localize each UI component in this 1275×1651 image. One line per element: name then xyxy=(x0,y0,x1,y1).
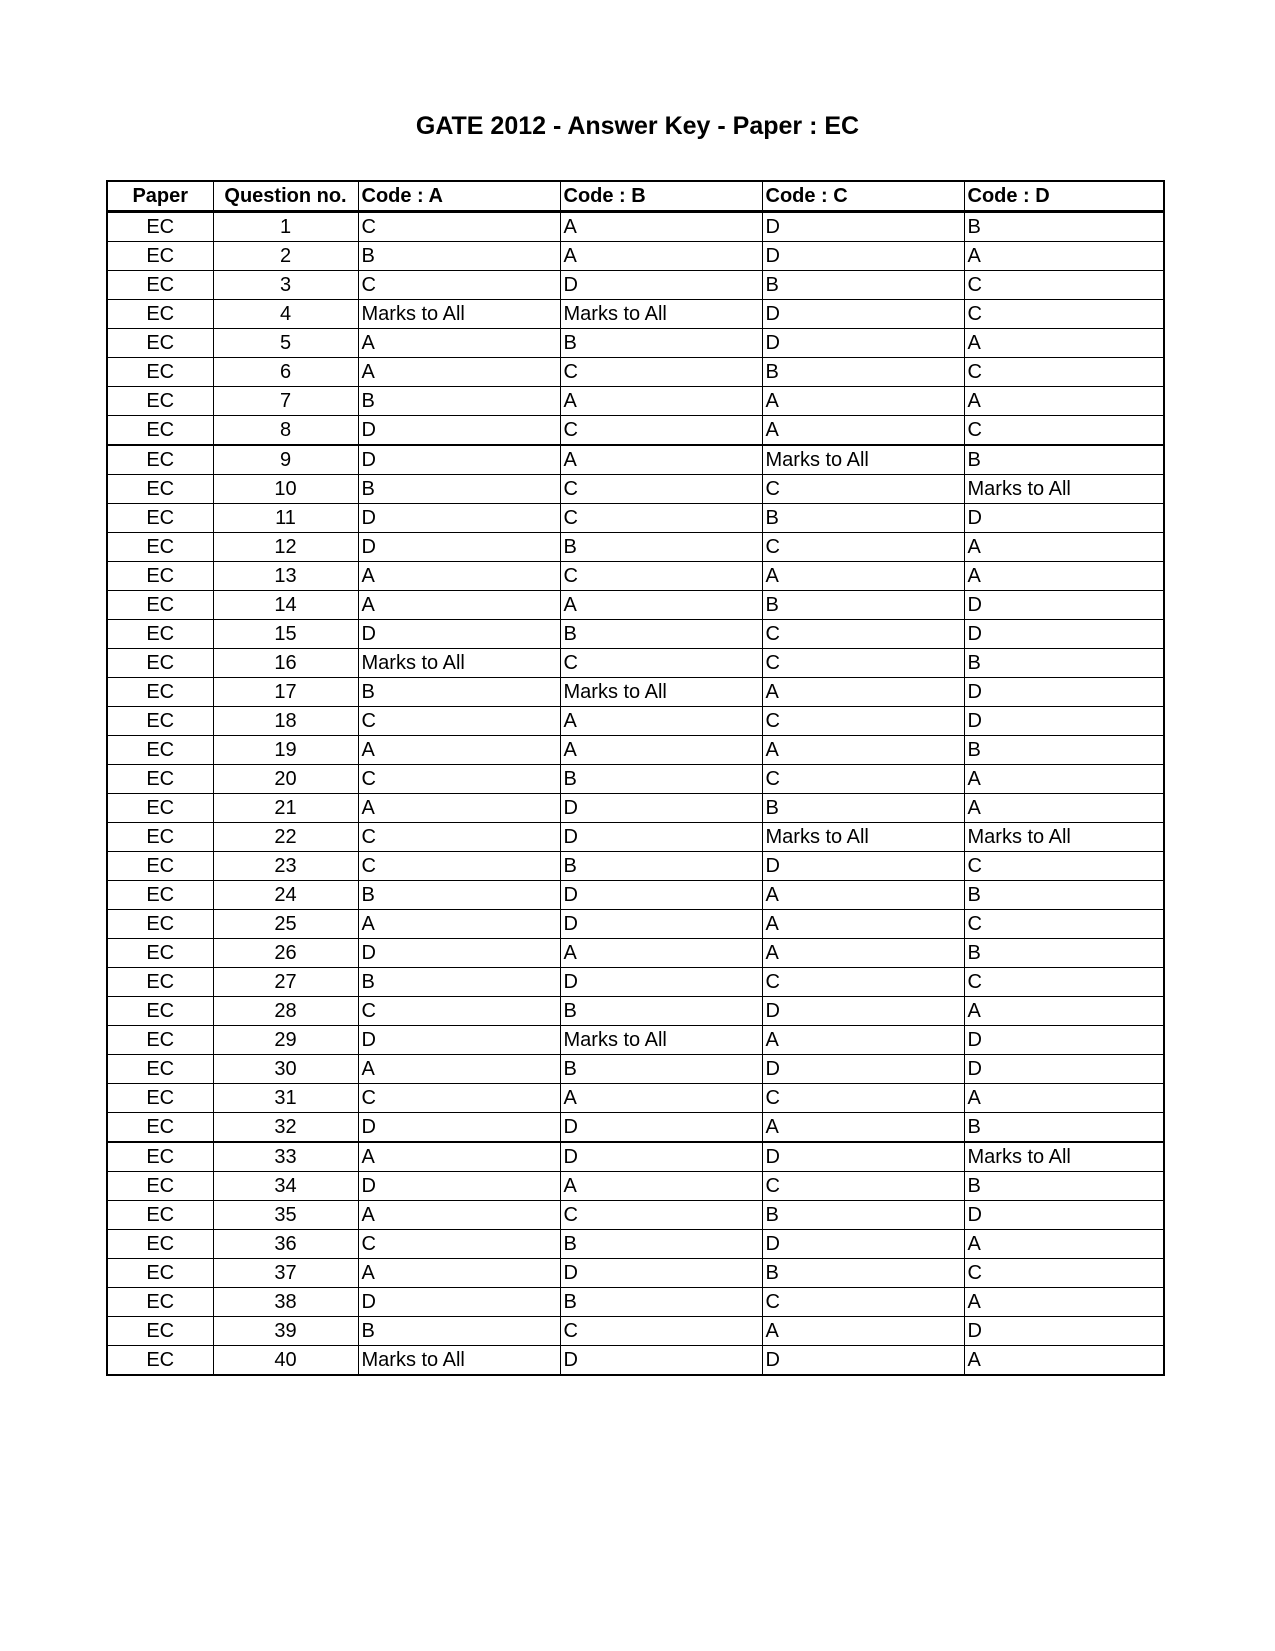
question-no-cell: 17 xyxy=(213,678,358,707)
question-no-cell: 7 xyxy=(213,387,358,416)
question-no-cell: 35 xyxy=(213,1201,358,1230)
code-d-cell: A xyxy=(964,1230,1164,1259)
table-row xyxy=(107,678,1164,707)
code-b-cell: D xyxy=(560,1346,762,1376)
question-no-cell: 28 xyxy=(213,997,358,1026)
code-d-cell: D xyxy=(964,591,1164,620)
paper-cell: EC xyxy=(107,591,213,620)
paper-cell: EC xyxy=(107,968,213,997)
paper-cell: EC xyxy=(107,1142,213,1172)
question-no-cell: 39 xyxy=(213,1317,358,1346)
header-question-no: Question no. xyxy=(213,181,358,212)
paper-cell: EC xyxy=(107,271,213,300)
code-a-cell: B xyxy=(358,968,560,997)
code-d-cell: A xyxy=(964,329,1164,358)
table-row xyxy=(107,1259,1164,1288)
code-a-cell: D xyxy=(358,939,560,968)
paper-cell: EC xyxy=(107,649,213,678)
code-c-cell: A xyxy=(762,1026,964,1055)
table-row xyxy=(107,852,1164,881)
question-no-cell: 36 xyxy=(213,1230,358,1259)
header-code-c: Code : C xyxy=(762,181,964,212)
code-b-cell: A xyxy=(560,242,762,271)
paper-cell: EC xyxy=(107,1201,213,1230)
header-paper: Paper xyxy=(107,181,213,212)
code-b-cell: C xyxy=(560,475,762,504)
code-a-cell: A xyxy=(358,794,560,823)
table-row xyxy=(107,562,1164,591)
code-c-cell: A xyxy=(762,736,964,765)
question-no-cell: 13 xyxy=(213,562,358,591)
table-row xyxy=(107,1230,1164,1259)
code-a-cell: C xyxy=(358,212,560,242)
code-c-cell: B xyxy=(762,1259,964,1288)
code-a-cell: A xyxy=(358,562,560,591)
question-no-cell: 34 xyxy=(213,1172,358,1201)
paper-cell: EC xyxy=(107,794,213,823)
code-b-cell: B xyxy=(560,852,762,881)
paper-cell: EC xyxy=(107,1346,213,1376)
question-no-cell: 8 xyxy=(213,416,358,446)
table-row xyxy=(107,1084,1164,1113)
code-c-cell: B xyxy=(762,358,964,387)
code-b-cell: D xyxy=(560,910,762,939)
code-c-cell: D xyxy=(762,997,964,1026)
question-no-cell: 9 xyxy=(213,445,358,475)
paper-cell: EC xyxy=(107,1259,213,1288)
paper-cell: EC xyxy=(107,736,213,765)
table-row xyxy=(107,504,1164,533)
code-b-cell: D xyxy=(560,968,762,997)
code-c-cell: Marks to All xyxy=(762,445,964,475)
code-a-cell: D xyxy=(358,416,560,446)
code-a-cell: C xyxy=(358,707,560,736)
code-a-cell: B xyxy=(358,678,560,707)
code-d-cell: A xyxy=(964,387,1164,416)
paper-cell: EC xyxy=(107,416,213,446)
code-a-cell: C xyxy=(358,1084,560,1113)
code-a-cell: Marks to All xyxy=(358,1346,560,1376)
code-a-cell: C xyxy=(358,823,560,852)
question-no-cell: 3 xyxy=(213,271,358,300)
question-no-cell: 33 xyxy=(213,1142,358,1172)
code-b-cell: Marks to All xyxy=(560,1026,762,1055)
code-b-cell: Marks to All xyxy=(560,678,762,707)
code-a-cell: D xyxy=(358,533,560,562)
paper-cell: EC xyxy=(107,300,213,329)
question-no-cell: 23 xyxy=(213,852,358,881)
question-no-cell: 4 xyxy=(213,300,358,329)
code-b-cell: C xyxy=(560,416,762,446)
question-no-cell: 25 xyxy=(213,910,358,939)
paper-cell: EC xyxy=(107,1288,213,1317)
code-c-cell: C xyxy=(762,649,964,678)
code-d-cell: A xyxy=(964,1288,1164,1317)
code-a-cell: A xyxy=(358,910,560,939)
paper-cell: EC xyxy=(107,1172,213,1201)
code-a-cell: D xyxy=(358,620,560,649)
code-c-cell: D xyxy=(762,1230,964,1259)
code-d-cell: C xyxy=(964,416,1164,446)
code-a-cell: D xyxy=(358,1113,560,1143)
answer-key-body xyxy=(107,212,1164,1376)
code-c-cell: C xyxy=(762,968,964,997)
question-no-cell: 16 xyxy=(213,649,358,678)
code-b-cell: A xyxy=(560,445,762,475)
question-no-cell: 31 xyxy=(213,1084,358,1113)
code-a-cell: D xyxy=(358,1026,560,1055)
question-no-cell: 12 xyxy=(213,533,358,562)
paper-cell: EC xyxy=(107,852,213,881)
question-no-cell: 15 xyxy=(213,620,358,649)
table-row xyxy=(107,881,1164,910)
table-row xyxy=(107,1201,1164,1230)
code-d-cell: C xyxy=(964,358,1164,387)
question-no-cell: 6 xyxy=(213,358,358,387)
paper-cell: EC xyxy=(107,242,213,271)
code-c-cell: A xyxy=(762,910,964,939)
code-d-cell: D xyxy=(964,1026,1164,1055)
paper-cell: EC xyxy=(107,1113,213,1143)
code-b-cell: B xyxy=(560,1230,762,1259)
code-c-cell: B xyxy=(762,504,964,533)
question-no-cell: 22 xyxy=(213,823,358,852)
code-a-cell: Marks to All xyxy=(358,649,560,678)
table-row xyxy=(107,1288,1164,1317)
code-d-cell: D xyxy=(964,1201,1164,1230)
code-a-cell: A xyxy=(358,329,560,358)
header-code-b: Code : B xyxy=(560,181,762,212)
table-row xyxy=(107,212,1164,242)
code-a-cell: A xyxy=(358,736,560,765)
question-no-cell: 5 xyxy=(213,329,358,358)
question-no-cell: 40 xyxy=(213,1346,358,1376)
paper-cell: EC xyxy=(107,475,213,504)
question-no-cell: 14 xyxy=(213,591,358,620)
header-code-d: Code : D xyxy=(964,181,1164,212)
table-row xyxy=(107,300,1164,329)
code-d-cell: A xyxy=(964,533,1164,562)
question-no-cell: 38 xyxy=(213,1288,358,1317)
question-no-cell: 30 xyxy=(213,1055,358,1084)
paper-cell: EC xyxy=(107,620,213,649)
question-no-cell: 1 xyxy=(213,212,358,242)
question-no-cell: 11 xyxy=(213,504,358,533)
question-no-cell: 27 xyxy=(213,968,358,997)
table-row xyxy=(107,823,1164,852)
paper-cell: EC xyxy=(107,939,213,968)
paper-cell: EC xyxy=(107,329,213,358)
code-d-cell: C xyxy=(964,968,1164,997)
question-no-cell: 29 xyxy=(213,1026,358,1055)
paper-cell: EC xyxy=(107,707,213,736)
question-no-cell: 18 xyxy=(213,707,358,736)
code-d-cell: Marks to All xyxy=(964,475,1164,504)
question-no-cell: 20 xyxy=(213,765,358,794)
page-title: GATE 2012 - Answer Key - Paper : EC xyxy=(415,112,860,140)
code-d-cell: Marks to All xyxy=(964,1142,1164,1172)
table-row xyxy=(107,794,1164,823)
question-no-cell: 10 xyxy=(213,475,358,504)
paper-cell: EC xyxy=(107,1084,213,1113)
code-b-cell: A xyxy=(560,939,762,968)
code-b-cell: C xyxy=(560,562,762,591)
code-c-cell: B xyxy=(762,271,964,300)
paper-cell: EC xyxy=(107,997,213,1026)
code-d-cell: D xyxy=(964,504,1164,533)
paper-cell: EC xyxy=(107,765,213,794)
code-d-cell: B xyxy=(964,649,1164,678)
code-d-cell: B xyxy=(964,1113,1164,1143)
table-row xyxy=(107,271,1164,300)
code-b-cell: D xyxy=(560,794,762,823)
table-row xyxy=(107,620,1164,649)
code-c-cell: C xyxy=(762,1288,964,1317)
code-a-cell: A xyxy=(358,1142,560,1172)
code-c-cell: D xyxy=(762,212,964,242)
code-b-cell: A xyxy=(560,1172,762,1201)
table-row xyxy=(107,736,1164,765)
code-a-cell: Marks to All xyxy=(358,300,560,329)
code-b-cell: Marks to All xyxy=(560,300,762,329)
code-c-cell: D xyxy=(762,242,964,271)
code-b-cell: B xyxy=(560,329,762,358)
code-d-cell: A xyxy=(964,242,1164,271)
code-b-cell: B xyxy=(560,1288,762,1317)
code-b-cell: A xyxy=(560,707,762,736)
code-a-cell: A xyxy=(358,358,560,387)
code-a-cell: D xyxy=(358,504,560,533)
code-a-cell: A xyxy=(358,1259,560,1288)
code-c-cell: C xyxy=(762,1172,964,1201)
code-d-cell: D xyxy=(964,1055,1164,1084)
paper-cell: EC xyxy=(107,504,213,533)
code-b-cell: A xyxy=(560,591,762,620)
code-b-cell: C xyxy=(560,1317,762,1346)
code-b-cell: C xyxy=(560,504,762,533)
table-row xyxy=(107,533,1164,562)
code-b-cell: B xyxy=(560,1055,762,1084)
code-c-cell: A xyxy=(762,881,964,910)
code-a-cell: A xyxy=(358,591,560,620)
code-c-cell: A xyxy=(762,1317,964,1346)
code-c-cell: B xyxy=(762,1201,964,1230)
code-a-cell: A xyxy=(358,1055,560,1084)
code-d-cell: B xyxy=(964,939,1164,968)
code-a-cell: B xyxy=(358,475,560,504)
code-c-cell: A xyxy=(762,939,964,968)
code-c-cell: D xyxy=(762,852,964,881)
code-c-cell: D xyxy=(762,1055,964,1084)
code-d-cell: C xyxy=(964,852,1164,881)
table-row xyxy=(107,591,1164,620)
header-code-a: Code : A xyxy=(358,181,560,212)
code-c-cell: Marks to All xyxy=(762,823,964,852)
code-b-cell: A xyxy=(560,1084,762,1113)
code-c-cell: D xyxy=(762,1142,964,1172)
code-b-cell: D xyxy=(560,271,762,300)
code-d-cell: B xyxy=(964,881,1164,910)
code-b-cell: B xyxy=(560,997,762,1026)
code-a-cell: C xyxy=(358,997,560,1026)
code-a-cell: D xyxy=(358,1288,560,1317)
code-b-cell: A xyxy=(560,736,762,765)
code-d-cell: A xyxy=(964,765,1164,794)
table-row xyxy=(107,649,1164,678)
code-a-cell: B xyxy=(358,1317,560,1346)
code-d-cell: A xyxy=(964,1346,1164,1376)
table-row xyxy=(107,387,1164,416)
table-row xyxy=(107,1346,1164,1376)
code-a-cell: C xyxy=(358,1230,560,1259)
table-row xyxy=(107,910,1164,939)
code-c-cell: C xyxy=(762,620,964,649)
code-b-cell: C xyxy=(560,358,762,387)
code-b-cell: B xyxy=(560,765,762,794)
paper-cell: EC xyxy=(107,358,213,387)
paper-cell: EC xyxy=(107,678,213,707)
code-b-cell: D xyxy=(560,1142,762,1172)
code-c-cell: C xyxy=(762,475,964,504)
code-b-cell: A xyxy=(560,212,762,242)
code-a-cell: B xyxy=(358,387,560,416)
paper-cell: EC xyxy=(107,910,213,939)
code-a-cell: D xyxy=(358,445,560,475)
paper-cell: EC xyxy=(107,1055,213,1084)
code-d-cell: B xyxy=(964,736,1164,765)
table-row xyxy=(107,1142,1164,1172)
code-c-cell: D xyxy=(762,329,964,358)
code-a-cell: C xyxy=(358,271,560,300)
code-d-cell: D xyxy=(964,707,1164,736)
code-b-cell: D xyxy=(560,1113,762,1143)
code-d-cell: C xyxy=(964,1259,1164,1288)
table-row xyxy=(107,242,1164,271)
code-d-cell: A xyxy=(964,997,1164,1026)
table-row xyxy=(107,445,1164,475)
answer-key-table xyxy=(106,180,1165,1376)
code-b-cell: D xyxy=(560,1259,762,1288)
code-d-cell: Marks to All xyxy=(964,823,1164,852)
question-no-cell: 26 xyxy=(213,939,358,968)
code-c-cell: B xyxy=(762,794,964,823)
code-d-cell: B xyxy=(964,1172,1164,1201)
code-a-cell: C xyxy=(358,852,560,881)
code-c-cell: C xyxy=(762,1084,964,1113)
paper-cell: EC xyxy=(107,1230,213,1259)
code-c-cell: C xyxy=(762,533,964,562)
table-row xyxy=(107,765,1164,794)
code-c-cell: A xyxy=(762,387,964,416)
table-row xyxy=(107,997,1164,1026)
table-row xyxy=(107,475,1164,504)
paper-cell: EC xyxy=(107,212,213,242)
question-no-cell: 32 xyxy=(213,1113,358,1143)
table-row xyxy=(107,1172,1164,1201)
code-d-cell: D xyxy=(964,678,1164,707)
code-d-cell: B xyxy=(964,445,1164,475)
code-b-cell: D xyxy=(560,823,762,852)
code-a-cell: C xyxy=(358,765,560,794)
code-c-cell: A xyxy=(762,678,964,707)
table-row xyxy=(107,1055,1164,1084)
table-row xyxy=(107,939,1164,968)
paper-cell: EC xyxy=(107,823,213,852)
question-no-cell: 24 xyxy=(213,881,358,910)
table-row xyxy=(107,329,1164,358)
code-a-cell: A xyxy=(358,1201,560,1230)
table-row xyxy=(107,416,1164,446)
paper-cell: EC xyxy=(107,562,213,591)
code-c-cell: D xyxy=(762,1346,964,1376)
table-row xyxy=(107,707,1164,736)
code-d-cell: A xyxy=(964,794,1164,823)
table-row xyxy=(107,968,1164,997)
paper-cell: EC xyxy=(107,533,213,562)
code-d-cell: D xyxy=(964,620,1164,649)
table-row xyxy=(107,1317,1164,1346)
code-c-cell: A xyxy=(762,416,964,446)
table-row xyxy=(107,358,1164,387)
code-d-cell: A xyxy=(964,562,1164,591)
paper-cell: EC xyxy=(107,1026,213,1055)
question-no-cell: 37 xyxy=(213,1259,358,1288)
code-b-cell: C xyxy=(560,1201,762,1230)
question-no-cell: 21 xyxy=(213,794,358,823)
code-c-cell: A xyxy=(762,562,964,591)
code-c-cell: C xyxy=(762,707,964,736)
code-d-cell: A xyxy=(964,1084,1164,1113)
code-b-cell: B xyxy=(560,620,762,649)
table-row xyxy=(107,1026,1164,1055)
code-c-cell: D xyxy=(762,300,964,329)
code-b-cell: D xyxy=(560,881,762,910)
code-a-cell: D xyxy=(358,1172,560,1201)
code-c-cell: B xyxy=(762,591,964,620)
code-d-cell: B xyxy=(964,212,1164,242)
paper-cell: EC xyxy=(107,387,213,416)
code-d-cell: C xyxy=(964,910,1164,939)
paper-cell: EC xyxy=(107,881,213,910)
code-b-cell: C xyxy=(560,649,762,678)
code-d-cell: C xyxy=(964,271,1164,300)
paper-cell: EC xyxy=(107,445,213,475)
code-a-cell: B xyxy=(358,242,560,271)
code-b-cell: B xyxy=(560,533,762,562)
question-no-cell: 2 xyxy=(213,242,358,271)
table-row xyxy=(107,1113,1164,1143)
code-b-cell: A xyxy=(560,387,762,416)
table-header-row xyxy=(107,181,1164,212)
code-c-cell: C xyxy=(762,765,964,794)
code-d-cell: D xyxy=(964,1317,1164,1346)
paper-cell: EC xyxy=(107,1317,213,1346)
question-no-cell: 19 xyxy=(213,736,358,765)
code-a-cell: B xyxy=(358,881,560,910)
code-c-cell: A xyxy=(762,1113,964,1143)
code-d-cell: C xyxy=(964,300,1164,329)
